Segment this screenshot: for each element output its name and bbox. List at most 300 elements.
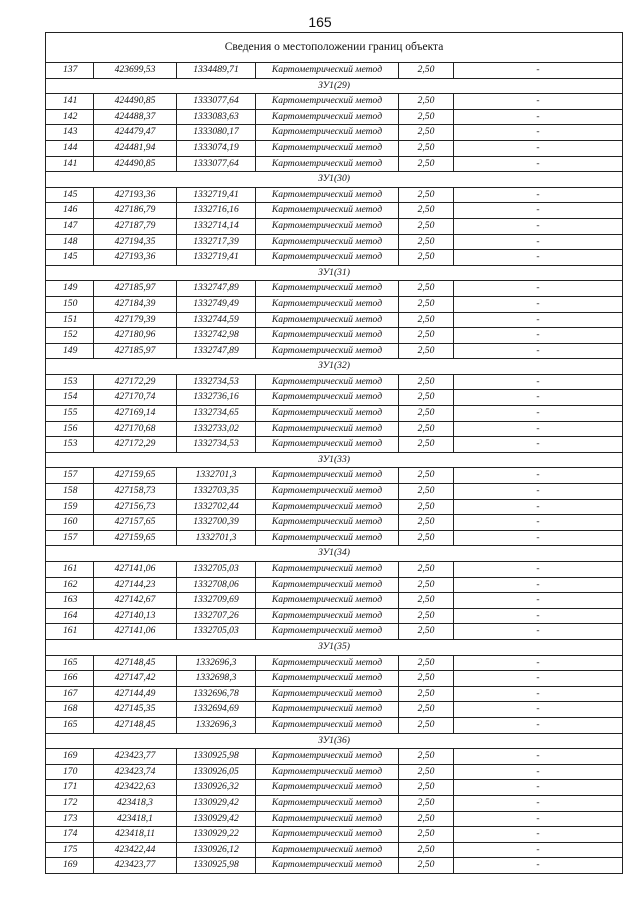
point-number-cell: 169 [46,858,94,874]
y-coordinate-cell: 1332734,65 [177,406,256,422]
table-title: Сведения о местоположении границ объекта [46,33,623,63]
x-coordinate-cell: 423423,74 [94,764,177,780]
table-row [46,374,623,390]
parcel-group-row [46,265,623,281]
parcel-group-label: ЗУ1(36) [46,733,623,749]
x-coordinate-cell: 427193,36 [94,187,177,203]
method-cell: Картометрический метод [256,858,399,874]
parcel-group-label: ЗУ1(31) [46,265,623,281]
page-number: 165 [308,14,332,30]
x-coordinate-cell: 423422,63 [94,780,177,796]
accuracy-cell: 2,50 [399,562,454,578]
x-coordinate-cell: 427144,49 [94,686,177,702]
x-coordinate-cell: 427185,97 [94,281,177,297]
description-cell: - [454,858,623,874]
description-cell: - [454,203,623,219]
table-row [46,858,623,874]
table-row [46,593,623,609]
description-cell: - [454,515,623,531]
description-cell: - [454,811,623,827]
table-row [46,437,623,453]
table-row [46,94,623,110]
method-cell: Картометрический метод [256,312,399,328]
description-cell: - [454,764,623,780]
point-number-cell: 142 [46,109,94,125]
point-number-cell: 146 [46,203,94,219]
accuracy-cell: 2,50 [399,250,454,266]
point-number-cell: 164 [46,608,94,624]
parcel-group-row [46,359,623,375]
method-cell: Картометрический метод [256,250,399,266]
table-row [46,827,623,843]
y-coordinate-cell: 1333074,19 [177,140,256,156]
method-cell: Картометрический метод [256,624,399,640]
table-row [46,842,623,858]
point-number-cell: 145 [46,250,94,266]
point-number-cell: 158 [46,484,94,500]
y-coordinate-cell: 1333077,64 [177,156,256,172]
description-cell: - [454,624,623,640]
x-coordinate-cell: 427185,97 [94,343,177,359]
accuracy-cell: 2,50 [399,499,454,515]
point-number-cell: 162 [46,577,94,593]
accuracy-cell: 2,50 [399,530,454,546]
x-coordinate-cell: 424479,47 [94,125,177,141]
x-coordinate-cell: 423423,77 [94,749,177,765]
method-cell: Картометрический метод [256,499,399,515]
method-cell: Картометрический метод [256,109,399,125]
table-row [46,125,623,141]
accuracy-cell: 2,50 [399,94,454,110]
table-row [46,702,623,718]
point-number-cell: 153 [46,437,94,453]
description-cell: - [454,125,623,141]
point-number-cell: 149 [46,281,94,297]
description-cell: - [454,499,623,515]
table-row [46,281,623,297]
accuracy-cell: 2,50 [399,390,454,406]
method-cell: Картометрический метод [256,125,399,141]
y-coordinate-cell: 1332705,03 [177,562,256,578]
accuracy-cell: 2,50 [399,63,454,79]
x-coordinate-cell: 427157,65 [94,515,177,531]
parcel-group-label: ЗУ1(34) [46,546,623,562]
y-coordinate-cell: 1332749,49 [177,296,256,312]
point-number-cell: 170 [46,764,94,780]
y-coordinate-cell: 1330925,98 [177,749,256,765]
description-cell: - [454,406,623,422]
x-coordinate-cell: 427193,36 [94,250,177,266]
y-coordinate-cell: 1332747,89 [177,281,256,297]
accuracy-cell: 2,50 [399,468,454,484]
table-row [46,811,623,827]
description-cell: - [454,608,623,624]
x-coordinate-cell: 427159,65 [94,468,177,484]
y-coordinate-cell: 1332733,02 [177,421,256,437]
x-coordinate-cell: 427158,73 [94,484,177,500]
y-coordinate-cell: 1332719,41 [177,250,256,266]
accuracy-cell: 2,50 [399,593,454,609]
point-number-cell: 137 [46,63,94,79]
accuracy-cell: 2,50 [399,671,454,687]
point-number-cell: 143 [46,125,94,141]
x-coordinate-cell: 427187,79 [94,218,177,234]
table-row [46,624,623,640]
description-cell: - [454,749,623,765]
method-cell: Картометрический метод [256,749,399,765]
description-cell: - [454,827,623,843]
method-cell: Картометрический метод [256,795,399,811]
method-cell: Картометрический метод [256,187,399,203]
point-number-cell: 144 [46,140,94,156]
method-cell: Картометрический метод [256,63,399,79]
point-number-cell: 157 [46,530,94,546]
x-coordinate-cell: 427170,74 [94,390,177,406]
table-header-row [46,33,623,63]
accuracy-cell: 2,50 [399,328,454,344]
parcel-group-row [46,639,623,655]
method-cell: Картометрический метод [256,437,399,453]
description-cell: - [454,484,623,500]
y-coordinate-cell: 1332717,39 [177,234,256,250]
method-cell: Картометрический метод [256,608,399,624]
method-cell: Картометрический метод [256,218,399,234]
method-cell: Картометрический метод [256,468,399,484]
table-row [46,234,623,250]
x-coordinate-cell: 427156,73 [94,499,177,515]
table-row [46,421,623,437]
point-number-cell: 156 [46,421,94,437]
accuracy-cell: 2,50 [399,234,454,250]
accuracy-cell: 2,50 [399,187,454,203]
x-coordinate-cell: 427148,45 [94,655,177,671]
description-cell: - [454,156,623,172]
x-coordinate-cell: 427172,29 [94,374,177,390]
accuracy-cell: 2,50 [399,218,454,234]
accuracy-cell: 2,50 [399,577,454,593]
method-cell: Картометрический метод [256,140,399,156]
method-cell: Картометрический метод [256,328,399,344]
y-coordinate-cell: 1332716,16 [177,203,256,219]
description-cell: - [454,187,623,203]
point-number-cell: 168 [46,702,94,718]
table-row [46,562,623,578]
point-number-cell: 171 [46,780,94,796]
accuracy-cell: 2,50 [399,811,454,827]
method-cell: Картометрический метод [256,717,399,733]
y-coordinate-cell: 1332742,98 [177,328,256,344]
point-number-cell: 157 [46,468,94,484]
accuracy-cell: 2,50 [399,858,454,874]
table-row [46,328,623,344]
accuracy-cell: 2,50 [399,842,454,858]
accuracy-cell: 2,50 [399,281,454,297]
parcel-group-label: ЗУ1(35) [46,639,623,655]
accuracy-cell: 2,50 [399,437,454,453]
accuracy-cell: 2,50 [399,140,454,156]
accuracy-cell: 2,50 [399,655,454,671]
parcel-group-label: ЗУ1(32) [46,359,623,375]
y-coordinate-cell: 1332714,14 [177,218,256,234]
accuracy-cell: 2,50 [399,296,454,312]
table-row [46,63,623,79]
y-coordinate-cell: 1332696,3 [177,655,256,671]
method-cell: Картометрический метод [256,390,399,406]
point-number-cell: 161 [46,562,94,578]
table-row [46,764,623,780]
point-number-cell: 141 [46,94,94,110]
y-coordinate-cell: 1333083,63 [177,109,256,125]
table-row [46,468,623,484]
description-cell: - [454,671,623,687]
x-coordinate-cell: 427142,67 [94,593,177,609]
parcel-group-label: ЗУ1(29) [46,78,623,94]
description-cell: - [454,702,623,718]
y-coordinate-cell: 1332701,3 [177,468,256,484]
y-coordinate-cell: 1330929,42 [177,795,256,811]
accuracy-cell: 2,50 [399,702,454,718]
point-number-cell: 165 [46,717,94,733]
table-row [46,156,623,172]
x-coordinate-cell: 423418,11 [94,827,177,843]
description-cell: - [454,780,623,796]
description-cell: - [454,593,623,609]
description-cell: - [454,312,623,328]
point-number-cell: 159 [46,499,94,515]
point-number-cell: 155 [46,406,94,422]
method-cell: Картометрический метод [256,655,399,671]
method-cell: Картометрический метод [256,484,399,500]
point-number-cell: 151 [46,312,94,328]
table-row [46,312,623,328]
method-cell: Картометрический метод [256,406,399,422]
accuracy-cell: 2,50 [399,343,454,359]
point-number-cell: 175 [46,842,94,858]
accuracy-cell: 2,50 [399,484,454,500]
method-cell: Картометрический метод [256,593,399,609]
table-row [46,686,623,702]
x-coordinate-cell: 427145,35 [94,702,177,718]
accuracy-cell: 2,50 [399,749,454,765]
table-row [46,109,623,125]
accuracy-cell: 2,50 [399,515,454,531]
method-cell: Картометрический метод [256,764,399,780]
point-number-cell: 163 [46,593,94,609]
y-coordinate-cell: 1332703,35 [177,484,256,500]
description-cell: - [454,281,623,297]
y-coordinate-cell: 1332702,44 [177,499,256,515]
description-cell: - [454,109,623,125]
description-cell: - [454,421,623,437]
table-row [46,671,623,687]
table-row [46,577,623,593]
method-cell: Картометрический метод [256,671,399,687]
method-cell: Картометрический метод [256,780,399,796]
point-number-cell: 149 [46,343,94,359]
point-number-cell: 165 [46,655,94,671]
point-number-cell: 161 [46,624,94,640]
description-cell: - [454,562,623,578]
accuracy-cell: 2,50 [399,686,454,702]
point-number-cell: 150 [46,296,94,312]
table-row [46,187,623,203]
table-row [46,296,623,312]
method-cell: Картометрический метод [256,281,399,297]
method-cell: Картометрический метод [256,686,399,702]
x-coordinate-cell: 427141,06 [94,562,177,578]
method-cell: Картометрический метод [256,296,399,312]
x-coordinate-cell: 423418,3 [94,795,177,811]
table-row [46,780,623,796]
y-coordinate-cell: 1332698,3 [177,671,256,687]
table-row [46,140,623,156]
x-coordinate-cell: 427169,14 [94,406,177,422]
x-coordinate-cell: 427140,13 [94,608,177,624]
table-row [46,655,623,671]
method-cell: Картометрический метод [256,374,399,390]
description-cell: - [454,717,623,733]
x-coordinate-cell: 423423,77 [94,858,177,874]
table-row [46,406,623,422]
accuracy-cell: 2,50 [399,780,454,796]
method-cell: Картометрический метод [256,827,399,843]
x-coordinate-cell: 427170,68 [94,421,177,437]
table-row [46,343,623,359]
table-row [46,390,623,406]
description-cell: - [454,63,623,79]
method-cell: Картометрический метод [256,94,399,110]
description-cell: - [454,390,623,406]
point-number-cell: 145 [46,187,94,203]
accuracy-cell: 2,50 [399,156,454,172]
accuracy-cell: 2,50 [399,406,454,422]
y-coordinate-cell: 1332696,78 [177,686,256,702]
point-number-cell: 166 [46,671,94,687]
y-coordinate-cell: 1332696,3 [177,717,256,733]
x-coordinate-cell: 427141,06 [94,624,177,640]
y-coordinate-cell: 1332694,69 [177,702,256,718]
accuracy-cell: 2,50 [399,717,454,733]
parcel-group-row [46,78,623,94]
parcel-group-row [46,172,623,188]
accuracy-cell: 2,50 [399,109,454,125]
point-number-cell: 141 [46,156,94,172]
y-coordinate-cell: 1332709,69 [177,593,256,609]
accuracy-cell: 2,50 [399,312,454,328]
parcel-group-row [46,733,623,749]
y-coordinate-cell: 1332734,53 [177,374,256,390]
table-body [46,33,623,874]
y-coordinate-cell: 1330929,42 [177,811,256,827]
y-coordinate-cell: 1330926,12 [177,842,256,858]
x-coordinate-cell: 423699,53 [94,63,177,79]
point-number-cell: 167 [46,686,94,702]
parcel-group-label: ЗУ1(33) [46,452,623,468]
point-number-cell: 147 [46,218,94,234]
y-coordinate-cell: 1332707,26 [177,608,256,624]
method-cell: Картометрический метод [256,577,399,593]
table-row [46,218,623,234]
point-number-cell: 152 [46,328,94,344]
x-coordinate-cell: 423418,1 [94,811,177,827]
y-coordinate-cell: 1330926,05 [177,764,256,780]
x-coordinate-cell: 427184,39 [94,296,177,312]
accuracy-cell: 2,50 [399,827,454,843]
description-cell: - [454,343,623,359]
accuracy-cell: 2,50 [399,125,454,141]
accuracy-cell: 2,50 [399,374,454,390]
point-number-cell: 174 [46,827,94,843]
point-number-cell: 160 [46,515,94,531]
description-cell: - [454,530,623,546]
y-coordinate-cell: 1332700,39 [177,515,256,531]
description-cell: - [454,655,623,671]
description-cell: - [454,140,623,156]
y-coordinate-cell: 1332736,16 [177,390,256,406]
x-coordinate-cell: 427172,29 [94,437,177,453]
table-row [46,749,623,765]
accuracy-cell: 2,50 [399,421,454,437]
description-cell: - [454,328,623,344]
x-coordinate-cell: 427144,23 [94,577,177,593]
parcel-group-row [46,546,623,562]
method-cell: Картометрический метод [256,156,399,172]
y-coordinate-cell: 1330929,22 [177,827,256,843]
table-row [46,717,623,733]
x-coordinate-cell: 424490,85 [94,94,177,110]
table-row [46,515,623,531]
x-coordinate-cell: 427148,45 [94,717,177,733]
x-coordinate-cell: 424481,94 [94,140,177,156]
description-cell: - [454,218,623,234]
x-coordinate-cell: 423422,44 [94,842,177,858]
method-cell: Картометрический метод [256,234,399,250]
method-cell: Картометрический метод [256,515,399,531]
accuracy-cell: 2,50 [399,624,454,640]
x-coordinate-cell: 424488,37 [94,109,177,125]
parcel-group-label: ЗУ1(30) [46,172,623,188]
table-row [46,203,623,219]
accuracy-cell: 2,50 [399,203,454,219]
method-cell: Картометрический метод [256,562,399,578]
y-coordinate-cell: 1330925,98 [177,858,256,874]
table-row [46,795,623,811]
description-cell: - [454,842,623,858]
description-cell: - [454,234,623,250]
y-coordinate-cell: 1330926,32 [177,780,256,796]
method-cell: Картометрический метод [256,421,399,437]
x-coordinate-cell: 427147,42 [94,671,177,687]
x-coordinate-cell: 427180,96 [94,328,177,344]
y-coordinate-cell: 1332744,59 [177,312,256,328]
description-cell: - [454,468,623,484]
method-cell: Картометрический метод [256,842,399,858]
y-coordinate-cell: 1332708,06 [177,577,256,593]
point-number-cell: 148 [46,234,94,250]
point-number-cell: 153 [46,374,94,390]
method-cell: Картометрический метод [256,530,399,546]
description-cell: - [454,94,623,110]
x-coordinate-cell: 427186,79 [94,203,177,219]
point-number-cell: 172 [46,795,94,811]
description-cell: - [454,795,623,811]
y-coordinate-cell: 1332705,03 [177,624,256,640]
x-coordinate-cell: 427159,65 [94,530,177,546]
y-coordinate-cell: 1332734,53 [177,437,256,453]
description-cell: - [454,250,623,266]
y-coordinate-cell: 1333080,17 [177,125,256,141]
accuracy-cell: 2,50 [399,764,454,780]
